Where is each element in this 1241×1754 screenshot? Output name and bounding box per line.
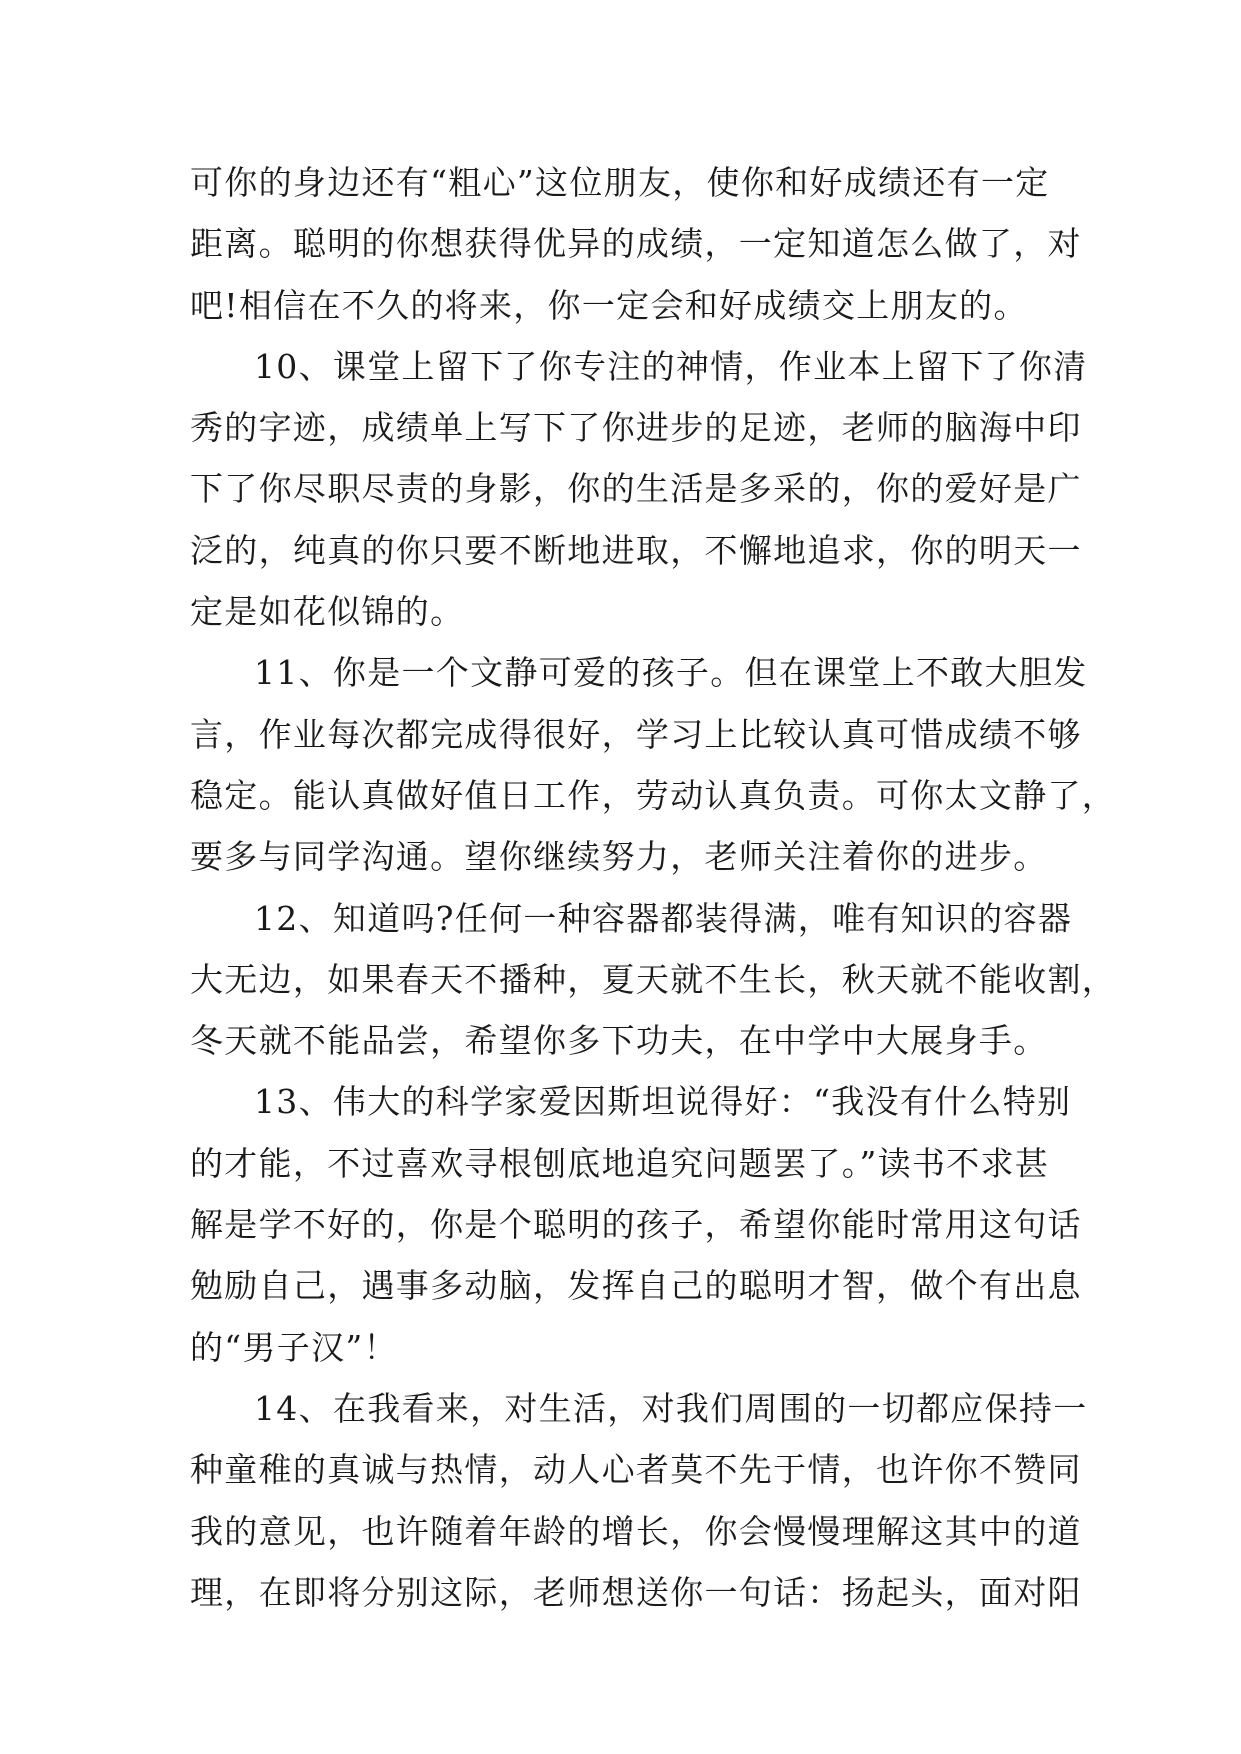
text-line: 泛的，纯真的你只要不断地进取，不懈地追求，你的明天一 (190, 530, 1082, 570)
text-line: 定是如花似锦的。 (190, 592, 465, 632)
text-line: 冬天就不能品尝，希望你多下功夫，在中学中大展身手。 (190, 1021, 1048, 1061)
text-line: 理，在即将分别这际，老师想送你一句话：扬起头，面对阳 (190, 1572, 1082, 1612)
text-line: 稳定。能认真做好值日工作，劳动认真负责。可你太文静了， (190, 775, 1117, 815)
paragraph-first-line: 11、你是一个文静可爱的孩子。但在课堂上不敢大胆发 (254, 653, 1088, 693)
text-line: 距离。聪明的你想获得优异的成绩，一定知道怎么做了，对 (190, 224, 1082, 264)
paragraph-first-line: 10、课堂上留下了你专注的神情，作业本上留下了你清 (254, 346, 1088, 386)
text-line: 大无边，如果春天不播种，夏天就不生长，秋天就不能收割， (190, 959, 1117, 999)
paragraph-first-line: 13、伟大的科学家爱因斯坦说得好：“我没有什么特别 (254, 1082, 1072, 1122)
text-line: 的“男子汉”！ (190, 1327, 398, 1367)
text-line: 下了你尽职尽责的身影，你的生活是多采的，你的爱好是广 (190, 469, 1082, 509)
text-line: 勉励自己，遇事多动脑，发挥自己的聪明才智，做个有出息 (190, 1266, 1082, 1306)
text-line: 秀的字迹，成绩单上写下了你进步的足迹，老师的脑海中印 (190, 408, 1082, 448)
text-line: 我的意见，也许随着年龄的增长，你会慢慢理解这其中的道 (190, 1511, 1082, 1551)
text-line: 可你的身边还有“粗心”这位朋友，使你和好成绩还有一定 (190, 163, 1050, 202)
text-line: 要多与同学沟通。望你继续努力，老师关注着你的进步。 (190, 837, 1048, 877)
document-body (190, 152, 1117, 1623)
text-line: 解是学不好的，你是个聪明的孩子，希望你能时常用这句话 (190, 1205, 1082, 1245)
paragraph-first-line: 14、在我看来，对生活，对我们周围的一切都应保持一 (254, 1388, 1088, 1428)
text-line: 吧!相信在不久的将来，你一定会和好成绩交上朋友的。 (190, 285, 1028, 325)
text-line: 言，作业每次都完成得很好，学习上比较认真可惜成绩不够 (190, 714, 1082, 754)
text-line: 种童稚的真诚与热情，动人心者莫不先于情，也许你不赞同 (190, 1450, 1082, 1490)
text-line: 的才能，不过喜欢寻根刨底地追究问题罢了。”读书不求甚 (190, 1143, 1050, 1183)
paragraph-first-line: 12、知道吗?任何一种容器都装得满，唯有知识的容器 (254, 898, 1073, 938)
